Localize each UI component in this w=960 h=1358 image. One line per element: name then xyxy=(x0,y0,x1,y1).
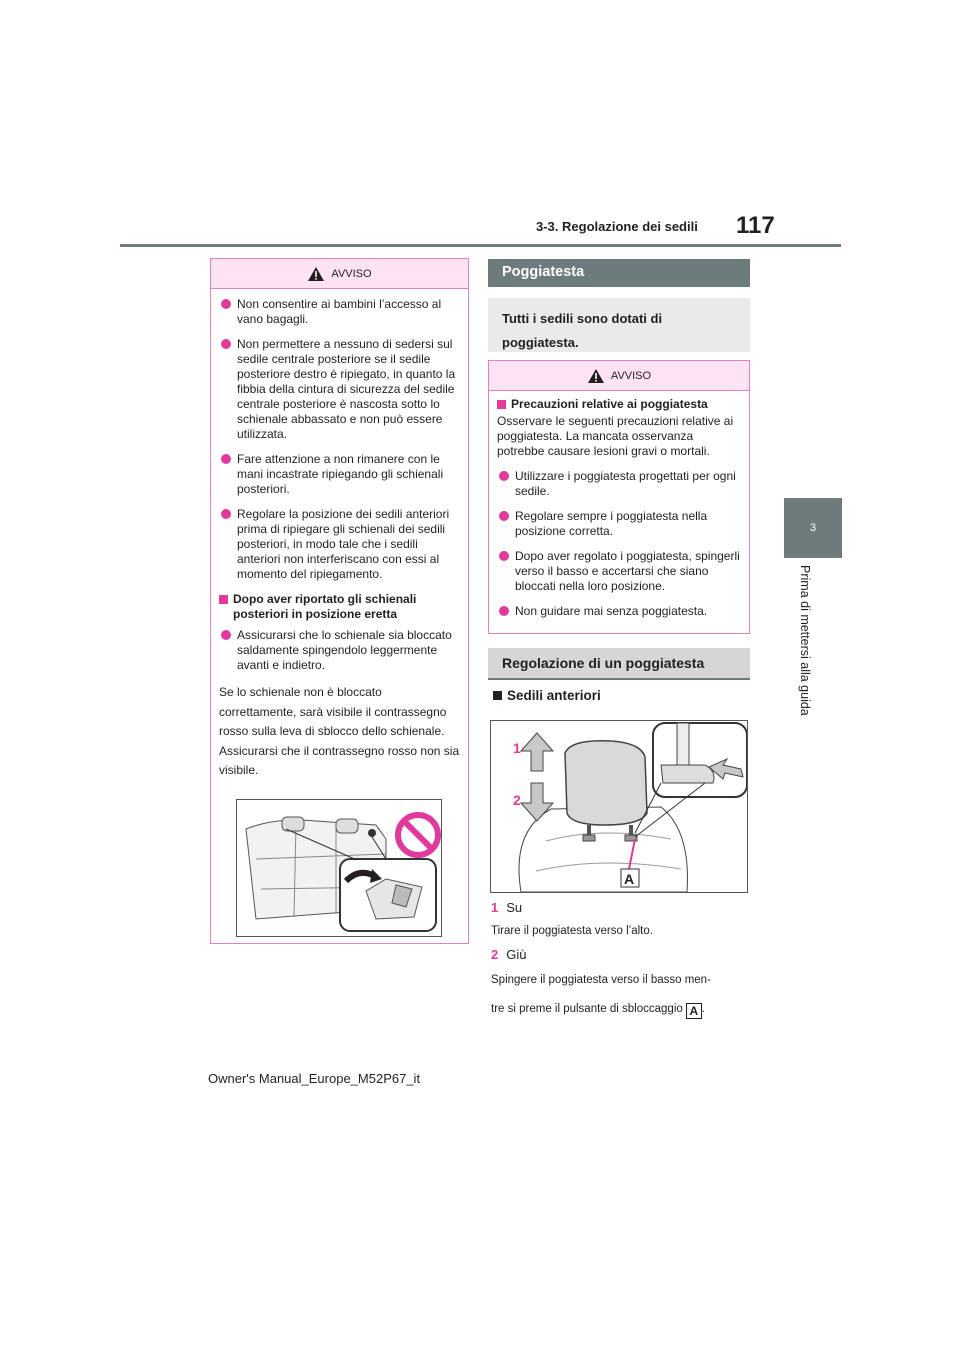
bullet-dot-icon xyxy=(499,471,509,481)
warning-title: AVVISO xyxy=(331,267,372,280)
warning-subheading: Precauzioni relative ai poggiatesta xyxy=(497,397,741,412)
square-bullet-icon xyxy=(493,691,502,700)
warning-box-left xyxy=(210,258,469,944)
section-header: 3-3. Regolazione dei sedili xyxy=(536,219,698,234)
figure-label-button: A xyxy=(624,871,635,887)
header-rule xyxy=(120,244,841,247)
warning-bullet: Non consentire ai bambini l’accesso al vano bagagli. xyxy=(219,297,460,327)
warning-bullet: Regolare sempre i poggiatesta nella posizione corretta. xyxy=(497,509,741,539)
bullet-dot-icon xyxy=(499,551,509,561)
warning-title: AVVISO xyxy=(610,369,652,382)
intro-box: Tutti i sedili sono dotati di poggiatesta. xyxy=(488,298,750,352)
warning-triangle-icon xyxy=(307,266,325,282)
chapter-number: 3 xyxy=(809,522,817,534)
figure-label-down: 2 xyxy=(513,792,521,808)
step-2: 2 Giù xyxy=(491,947,527,962)
adjust-headrest-title: Regolazione di un poggiatesta xyxy=(488,648,750,680)
bullet-dot-icon xyxy=(221,339,231,349)
warning-paragraph: Osservare le seguenti precauzioni relative ai poggiatesta. La mancata osservanza potrebbe causare lesioni gravi o mortali. xyxy=(497,414,734,458)
step-1-text: Tirare il poggiatesta verso l’alto. xyxy=(491,925,653,937)
rear-seat-illustration xyxy=(236,799,442,937)
square-bullet-icon xyxy=(219,595,228,604)
chapter-tab xyxy=(784,498,842,558)
warning-bullet: Non permettere a nessuno di sedersi sul sedile centrale posteriore se il sedile posteriore destro è ripiegato, in quanto la fibbia della cintura di sicurezza del sedile centrale posteriore è nascosta sotto lo schienale abbassato e non può essere utilizzata. xyxy=(219,337,460,442)
bullet-dot-icon xyxy=(221,454,231,464)
warning-bullet: Regolare la posizione dei sedili anteriori prima di ripiegare gli schienali dei sedili posteriori, in modo tale che i sedili anteriori non interferiscano con essi al momento del ripiegamento. xyxy=(219,507,460,582)
bullet-dot-icon xyxy=(221,630,231,640)
headrest-illustration xyxy=(491,721,747,892)
step-2-text: Spingere il poggiatesta verso il basso men- tre si preme il pulsante di sbloccaggio A . xyxy=(491,974,711,1018)
chapter-title: Prima di mettersi alla guida xyxy=(798,565,812,716)
section-title-headrest: Poggiatesta xyxy=(488,259,750,287)
chapter-title-vertical xyxy=(800,565,828,735)
step-1: 1 Su xyxy=(491,900,523,915)
warning-box-right xyxy=(488,360,750,634)
figure-label-up: 1 xyxy=(513,740,521,756)
warning-paragraph: Se lo schienale non è bloccato correttamente, sarà visibile il contrassegno rosso sulla leva di sblocco dello schienale. Assicurarsi che il contrassegno rosso non sia visibile. xyxy=(219,685,460,777)
warning-subheading: Dopo aver riportato gli schienali posteriori in posizione eretta xyxy=(219,592,460,622)
warning-header xyxy=(489,361,749,391)
warning-bullet: Utilizzare i poggiatesta progettati per ogni sedile. xyxy=(497,469,741,499)
button-a-badge: A xyxy=(686,1003,702,1019)
bullet-dot-icon xyxy=(499,606,509,616)
front-seats-heading: Sedili anteriori xyxy=(493,688,601,703)
warning-triangle-icon xyxy=(587,368,605,384)
headrest-figure xyxy=(490,720,748,893)
warning-bullet: Fare attenzione a non rimanere con le mani incastrate ripiegando gli schienali posteriori. xyxy=(219,452,460,497)
footer-document-id: Owner's Manual_Europe_M52P67_it xyxy=(208,1071,421,1086)
warning-bullet: Non guidare mai senza poggiatesta. xyxy=(497,604,741,619)
page-number: 117 xyxy=(736,212,775,239)
square-bullet-icon xyxy=(497,400,506,409)
warning-bullet: Assicurarsi che lo schienale sia bloccato saldamente spingendolo leggermente avanti e indietro. xyxy=(219,628,460,673)
warning-bullet: Dopo aver regolato i poggiatesta, spingerli verso il basso e accertarsi che siano bloccati nella loro posizione. xyxy=(497,549,741,594)
bullet-dot-icon xyxy=(499,511,509,521)
bullet-dot-icon xyxy=(221,509,231,519)
warning-header xyxy=(211,259,468,289)
bullet-dot-icon xyxy=(221,299,231,309)
